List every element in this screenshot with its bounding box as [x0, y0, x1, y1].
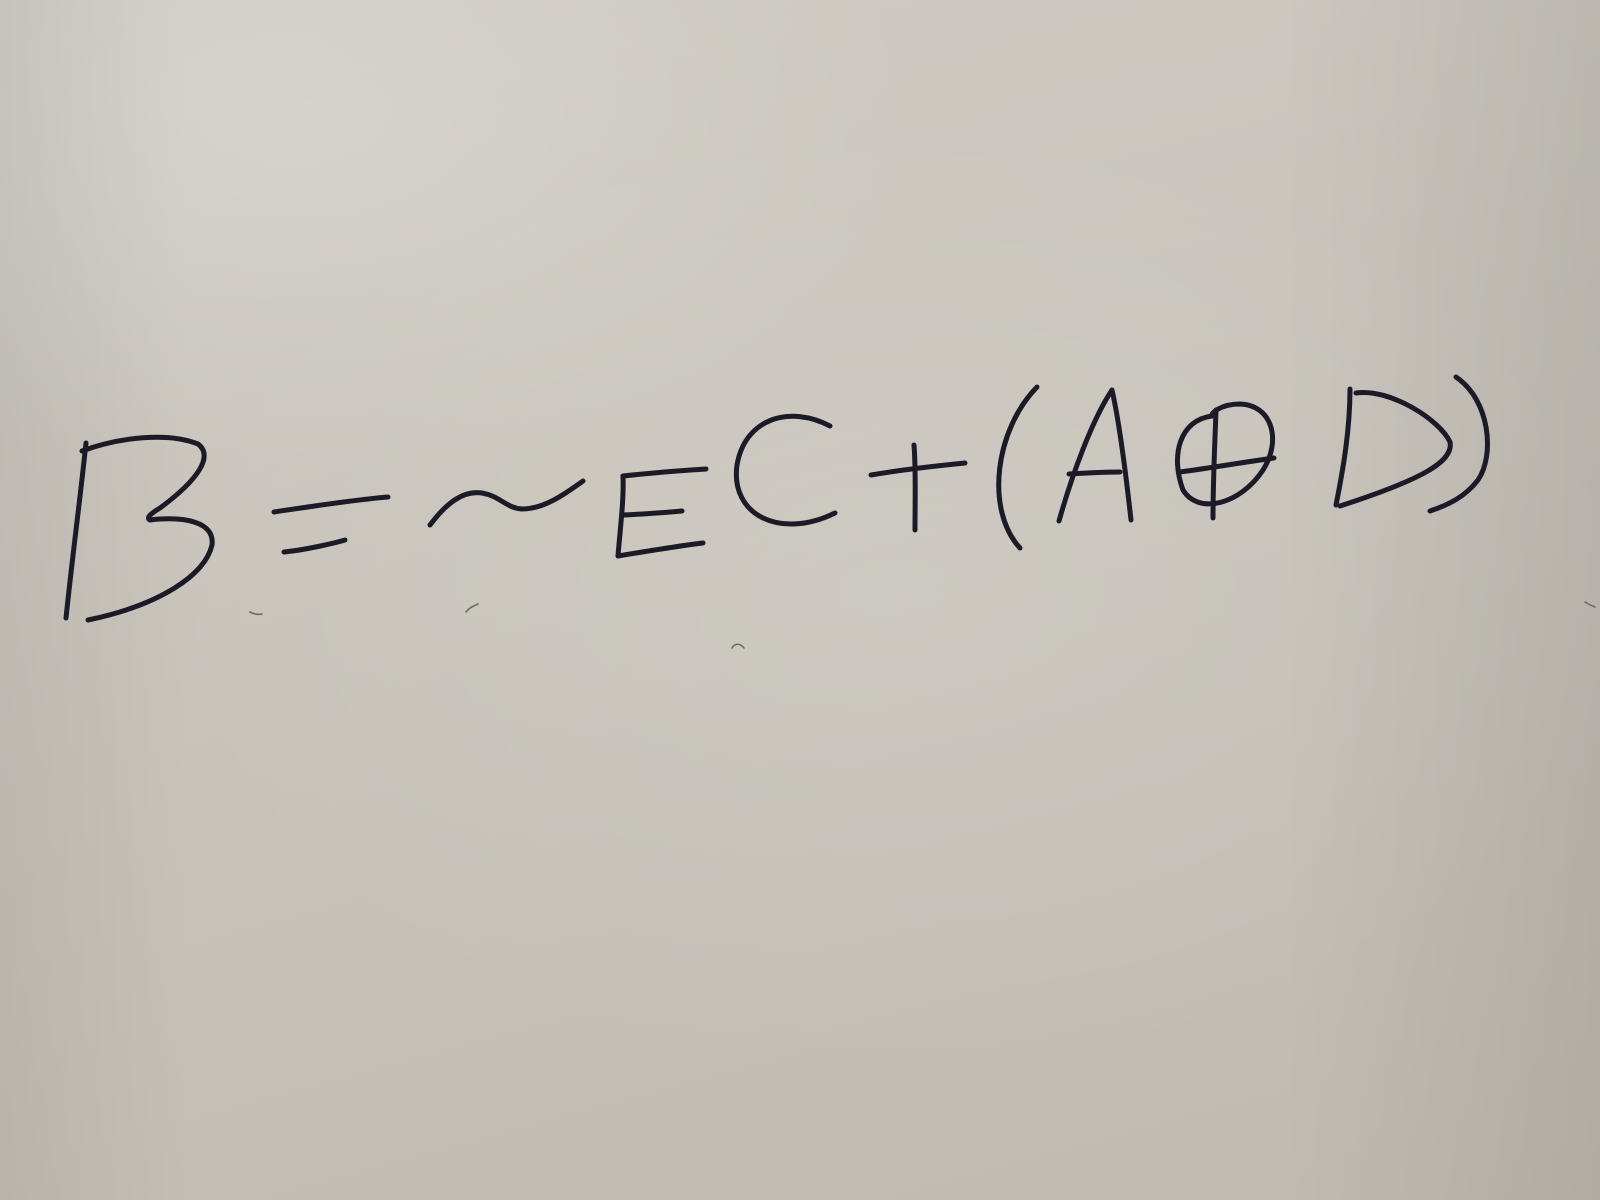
- left-parenthesis: [999, 387, 1037, 548]
- tilde-not-symbol: [430, 481, 583, 525]
- letter-d: [1336, 389, 1450, 506]
- equals-sign: [274, 497, 388, 552]
- letter-b: [66, 437, 212, 620]
- paper-specks: [250, 602, 1595, 648]
- xor-symbol: [1177, 404, 1274, 518]
- right-parenthesis: [1430, 377, 1487, 511]
- letter-e: [618, 469, 706, 556]
- letter-a: [1059, 390, 1131, 521]
- plus-sign: [871, 445, 965, 530]
- letter-c: [736, 416, 835, 524]
